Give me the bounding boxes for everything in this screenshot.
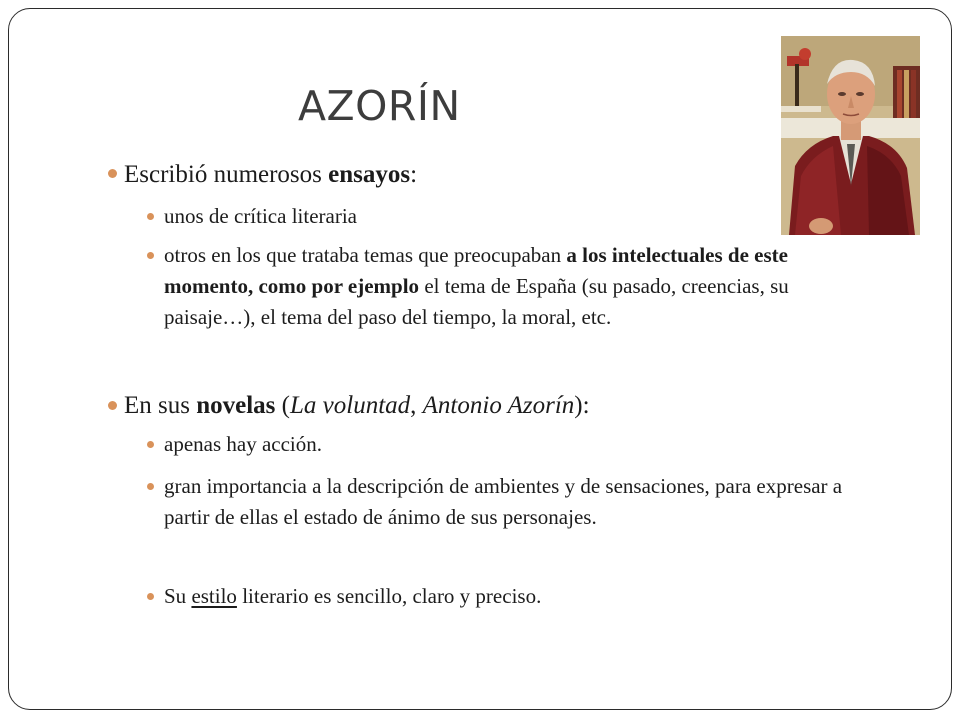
bullet-text: En sus — [124, 392, 197, 419]
bullet-text: : — [410, 161, 418, 188]
bullet-dot — [147, 213, 154, 220]
bullet-dot — [108, 169, 117, 178]
bullet-text: el tema de España (su pasado, creencias, su paisaje…), el tema del paso del tiempo, la moral, etc. — [164, 274, 789, 329]
bullet-text: Su — [164, 584, 192, 608]
bullet-bold-text: a los intelectuales de este momento, como por ejemplo — [164, 243, 788, 298]
bullet-dot — [147, 252, 154, 259]
bullet-dot — [147, 593, 154, 600]
slide-title: AZORÍN — [298, 82, 461, 130]
bullet-text: gran importancia a la descripción de ambientes y de sensaciones, para expresar a partir de ellas el estado de ánimo de sus personajes. — [164, 474, 843, 529]
bullet-bold-text: ensayos — [328, 161, 411, 188]
novel-title: Antonio Azorín — [422, 392, 575, 419]
bullet-dot — [147, 441, 154, 448]
author-portrait-image — [781, 36, 920, 235]
bullet-estilo — [164, 581, 864, 612]
portrait-painting — [781, 36, 920, 235]
bullet-descripcion — [164, 471, 884, 533]
bullet-novelas — [124, 391, 824, 421]
bullet-accion — [164, 429, 764, 460]
bullet-critica-literaria — [164, 201, 764, 232]
novel-title: La voluntad — [290, 392, 411, 419]
bullet-text: unos de crítica literaria — [164, 204, 357, 228]
bullet-text: ): — [574, 392, 590, 419]
bullet-ensayos — [124, 160, 764, 190]
bullet-text: literario es sencillo, claro y preciso. — [236, 584, 542, 608]
bullet-text: otros en los que trataba temas que preocupaban — [164, 243, 567, 267]
bullet-text: ( — [275, 392, 290, 419]
bullet-dot — [147, 483, 154, 490]
bullet-text: Escribió numerosos — [124, 161, 329, 188]
bullet-temas-intelectuales — [164, 240, 854, 333]
bullet-dot — [108, 401, 117, 410]
bullet-bold-text: novelas — [196, 392, 276, 419]
bullet-text: apenas hay acción. — [164, 432, 323, 456]
underlined-text: estilo — [191, 584, 237, 608]
bullet-text: , — [410, 392, 423, 419]
